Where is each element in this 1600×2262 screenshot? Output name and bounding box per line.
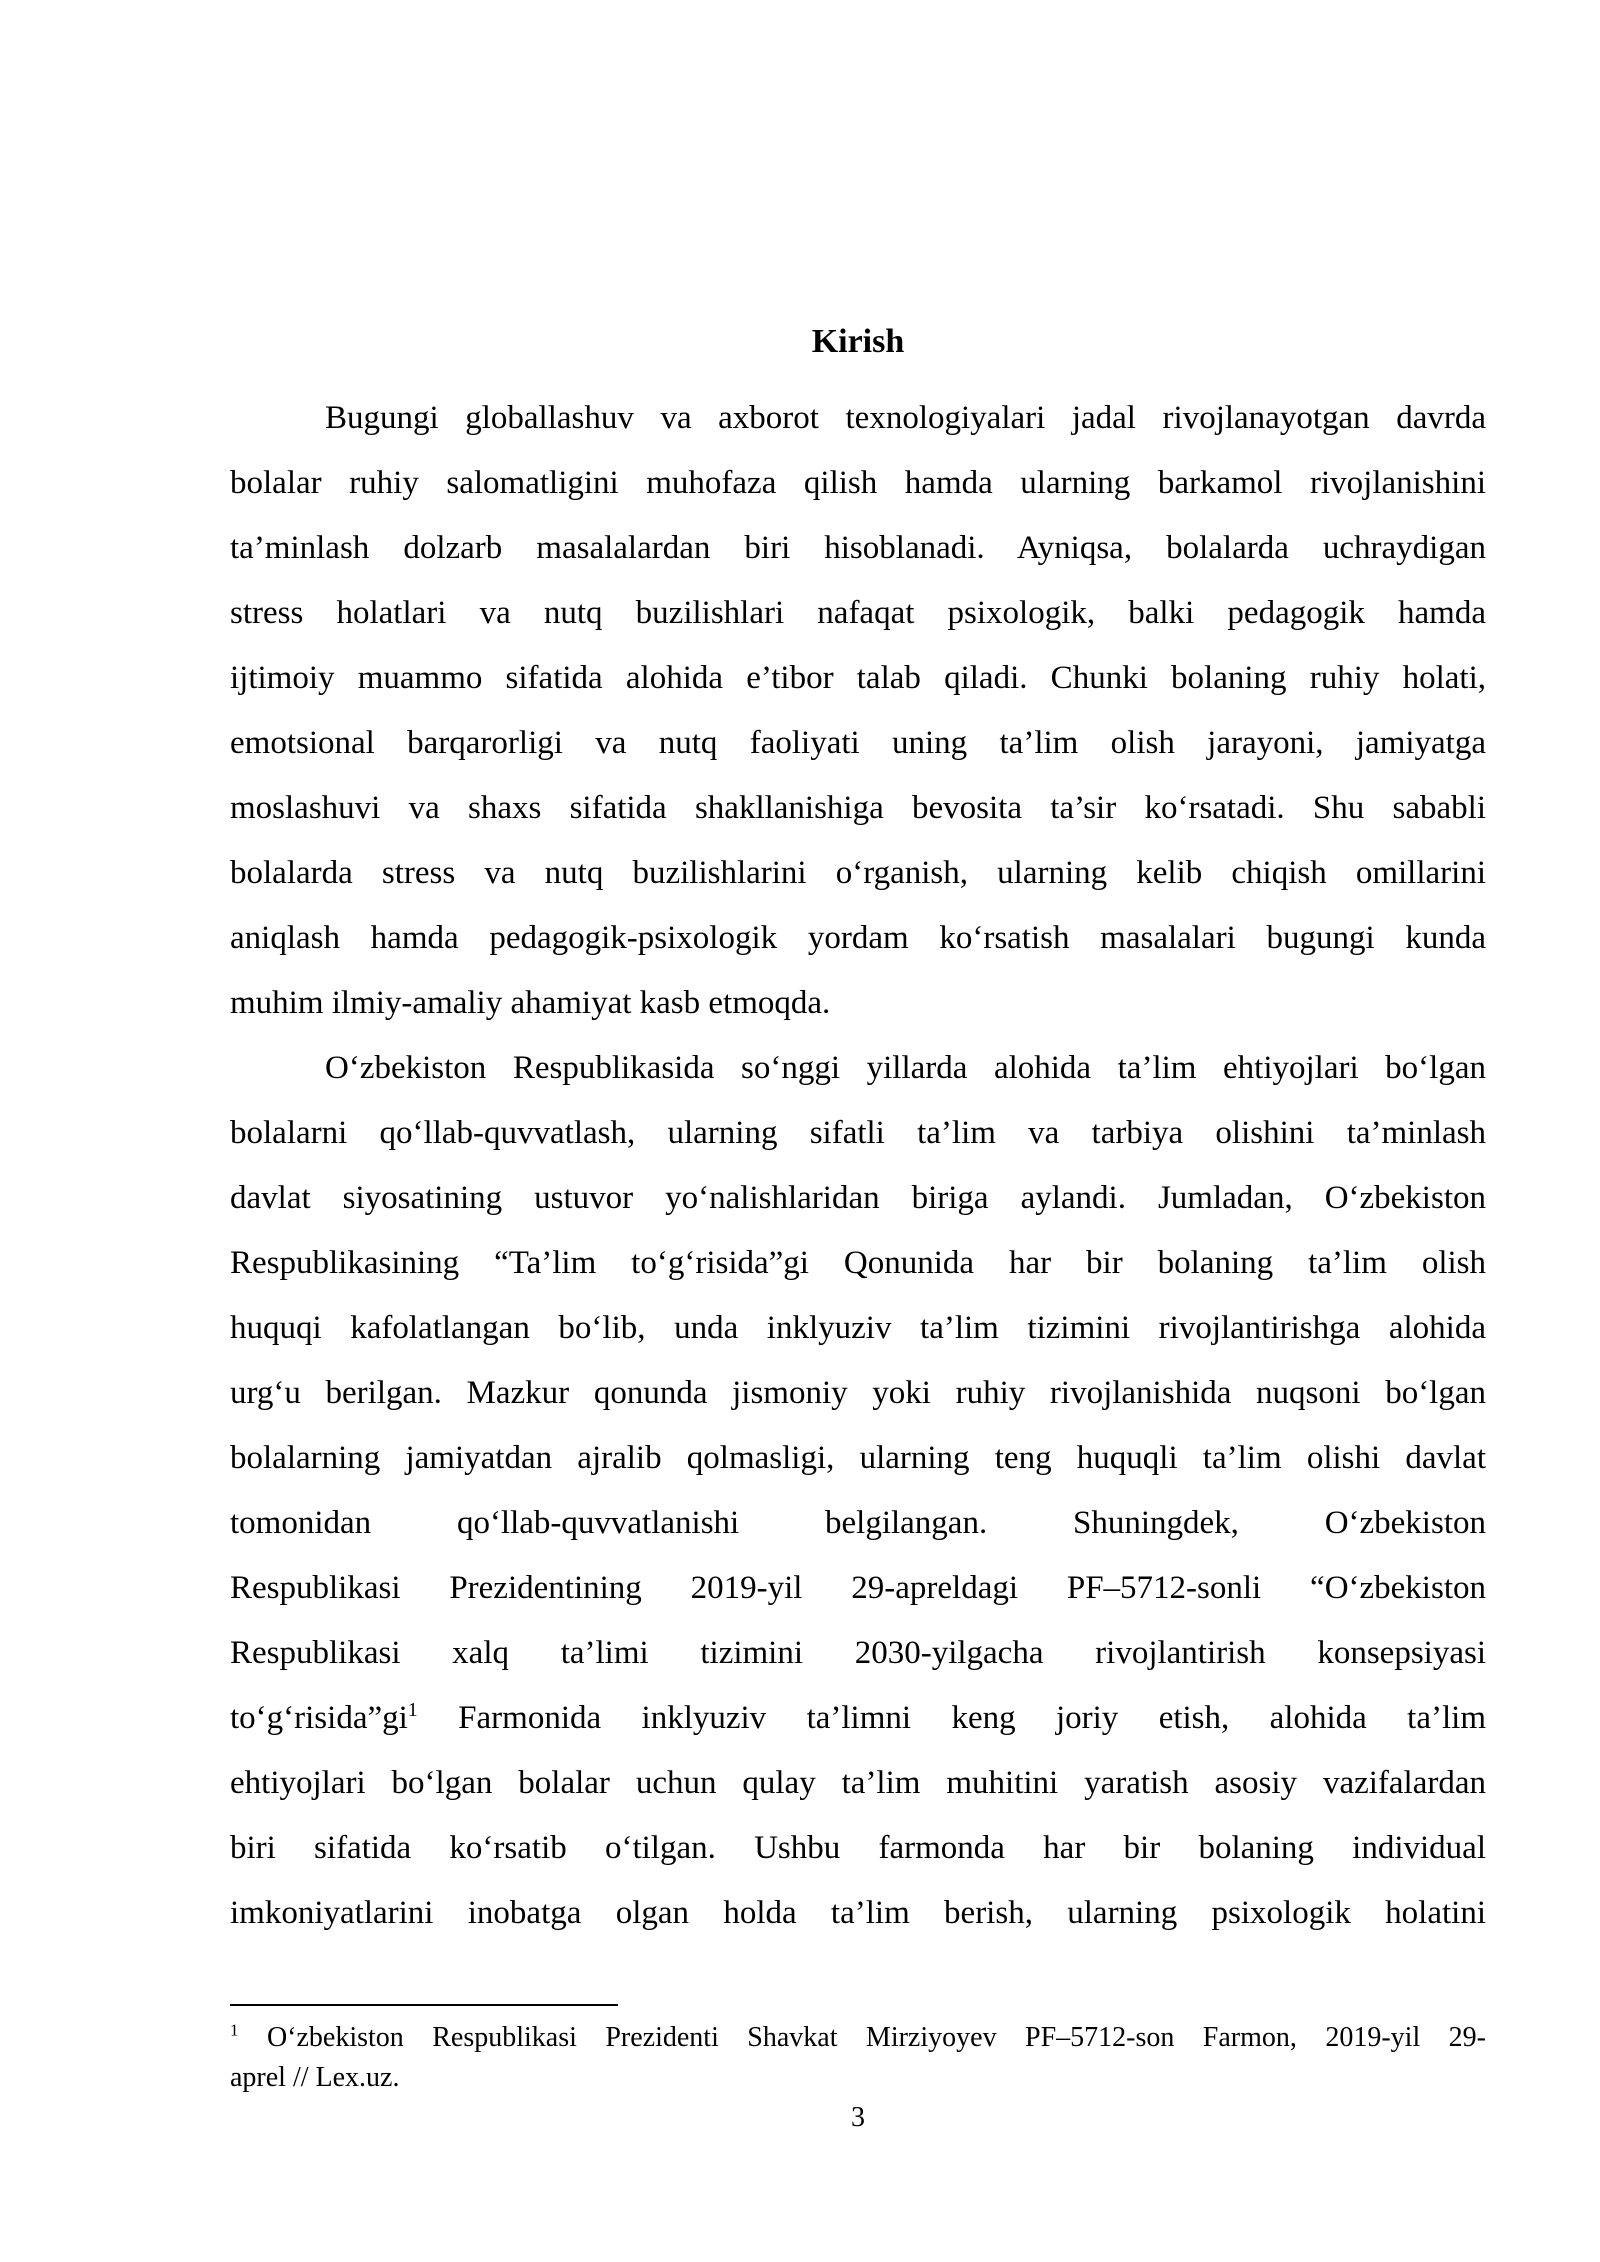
text-line: stress holatlari va nutq buzilishlari nafaqat psixologik, balki pedagogik hamda [230,595,1486,631]
text-line-with-footnote [230,1686,1486,1751]
section-title: Kirish [811,323,905,360]
paragraph-1 [230,386,1486,1036]
text-fragment: Farmonida inklyuziv ta’limni keng joriy etish, alohida ta’lim [417,1700,1486,1736]
footnote-text: O‘zbekiston Respublikasi Prezidenti Shavkat Mirziyoyev PF–5712-son Farmon, 2019-yil 29- [238,2022,1486,2053]
text-line: bolalarni qo‘llab-quvvatlash, ularning sifatli ta’lim va tarbiya olishini ta’minlash [230,1115,1486,1151]
text-line: huquqi kafolatlangan bo‘lib, unda inklyuziv ta’lim tizimini rivojlantirishga alohida [230,1310,1486,1346]
text-line: O‘zbekiston Respublikasida so‘nggi yillarda alohida ta’lim ehtiyojlari bo‘lgan [325,1050,1486,1086]
footnote-line: aprel // Lex.uz. [230,2062,400,2093]
footnote-line [230,2018,1486,2058]
text-line: ijtimoiy muammo sifatida alohida e’tibor talab qiladi. Chunki bolaning ruhiy holati, [230,660,1486,696]
text-line: Respublikasining “Ta’lim to‘g‘risida”gi Qonunida har bir bolaning ta’lim olish [230,1245,1486,1281]
text-line: Respublikasi Prezidentining 2019-yil 29-apreldagi PF–5712-sonli “O‘zbekiston [230,1570,1486,1606]
text-line: aniqlash hamda pedagogik-psixologik yordam ko‘rsatish masalalari bugungi kunda [230,920,1486,956]
footnote-reference[interactable]: 1 [407,1699,418,1721]
footnote-separator [230,2004,618,2006]
text-line: muhim ilmiy-amaliy ahamiyat kasb etmoqda. [230,985,831,1021]
text-line: davlat siyosatining ustuvor yo‘nalishlaridan biriga aylandi. Jumladan, O‘zbekiston [230,1180,1486,1216]
footnote-marker: 1 [230,2020,239,2040]
text-line: moslashuvi va shaxs sifatida shakllanishiga bevosita ta’sir ko‘rsatadi. Shu sababli [230,790,1486,826]
text-line: Respublikasi xalq ta’limi tizimini 2030-yilgacha rivojlantirish konsepsiyasi [230,1635,1486,1671]
text-line: biri sifatida ko‘rsatib o‘tilgan. Ushbu farmonda har bir bolaning individual [230,1830,1486,1866]
text-line: tomonidan qo‘llab-quvvatlanishi belgilangan. Shuningdek, O‘zbekiston [230,1505,1486,1541]
text-line: bolalarda stress va nutq buzilishlarini o‘rganish, ularning kelib chiqish omillarini [230,855,1486,891]
paragraph-2 [230,1036,1486,1946]
text-line: ta’minlash dolzarb masalalardan biri hisoblanadi. Ayniqsa, bolalarda uchraydigan [230,530,1486,566]
text-line: imkoniyatlarini inobatga olgan holda ta’lim berish, ularning psixologik holatini [230,1895,1486,1931]
body-text [230,386,1486,1946]
text-line: emotsional barqarorligi va nutq faoliyati uning ta’lim olish jarayoni, jamiyatga [230,725,1486,761]
text-line: bolalar ruhiy salomatligini muhofaza qilish hamda ularning barkamol rivojlanishini [230,465,1486,501]
text-line: urg‘u berilgan. Mazkur qonunda jismoniy yoki ruhiy rivojlanishida nuqsoni bo‘lgan [230,1375,1486,1411]
page-number: 3 [851,2102,865,2133]
text-line: Bugungi globallashuv va axborot texnologiyalari jadal rivojlanayotgan davrda [325,400,1486,436]
text-line: ehtiyojlari bo‘lgan bolalar uchun qulay ta’lim muhitini yaratish asosiy vazifalardan [230,1765,1486,1801]
footnote [230,2018,1486,2098]
text-line: bolalarning jamiyatdan ajralib qolmasligi, ularning teng huquqli ta’lim olishi davlat [230,1440,1486,1476]
text-fragment: to‘g‘risida”gi [230,1700,408,1736]
